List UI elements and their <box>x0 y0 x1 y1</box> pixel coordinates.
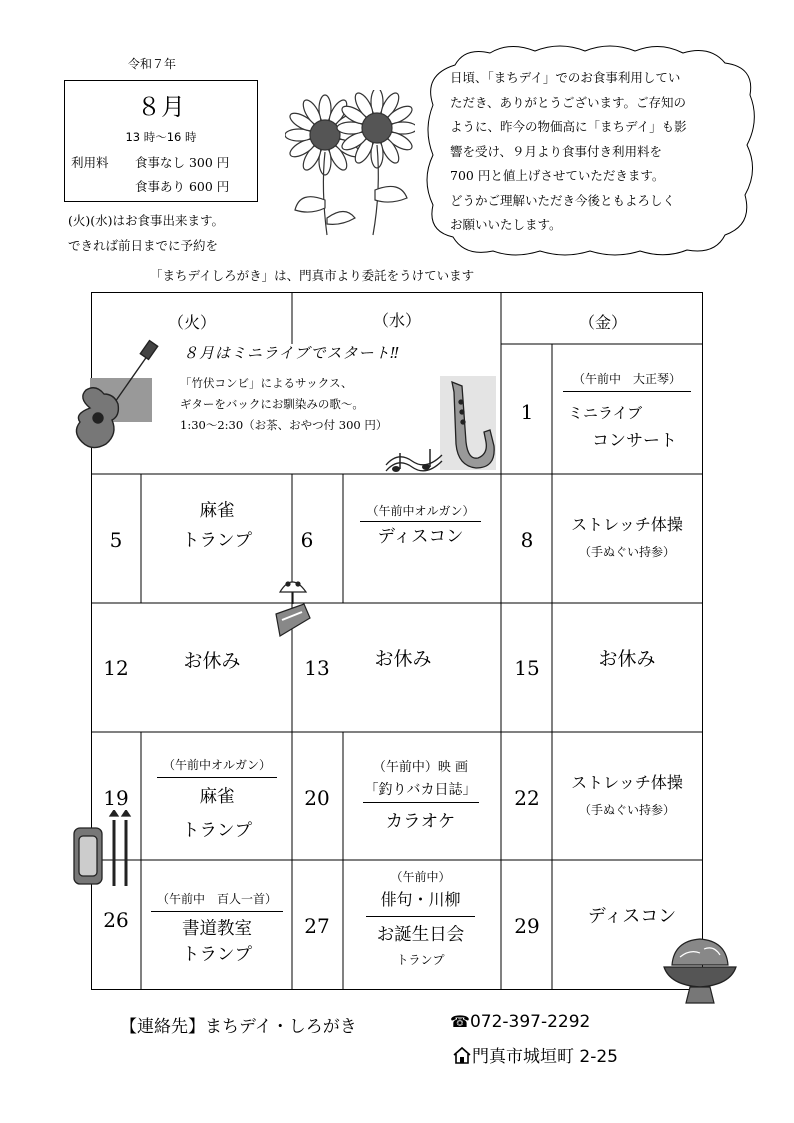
day-19-note: （午前中オルガン） <box>157 756 277 778</box>
month-title: ８月 <box>137 93 185 121</box>
contact-label: 【連絡先】まちデイ・しろがき <box>120 1017 357 1037</box>
day-1-activity-1: ミニライブ <box>568 404 643 422</box>
mini-live-line: 1:30～2:30（お茶、おやつ付 300 円） <box>180 418 388 432</box>
day-27-note: （午前中） <box>390 870 451 884</box>
message-line: 700 円と値上げさせていただきます。 <box>450 168 665 183</box>
message-line: ただき、ありがとうございます。ご存知の <box>450 94 687 110</box>
mini-live-description <box>180 373 387 436</box>
day-27-activity-3: トランプ <box>396 953 445 967</box>
day-26-activity-1: 書道教室 <box>182 919 252 939</box>
day-22-activity-2: （手ぬぐい持参） <box>578 803 675 817</box>
day-6-activities <box>343 502 498 552</box>
day-number: 27 <box>304 914 330 938</box>
day-19-activity-2: トランプ <box>182 821 252 841</box>
day-number: 29 <box>514 914 540 938</box>
phone-value: 072-397-2292 <box>469 1012 591 1032</box>
address <box>452 1042 618 1067</box>
day-6-activity-1: ディスコン <box>377 527 464 547</box>
day-26-note: （午前中 百人一首） <box>151 890 283 912</box>
meal-note-1: (火)(水)はお食事出来ます。 <box>68 213 225 228</box>
day-19-activity-1: 麻雀 <box>199 787 235 807</box>
commission-note: 「まちデイしろがき」は、門真市より委託をうけています <box>150 268 475 283</box>
day-number: 8 <box>520 528 534 552</box>
era-label: 令和７年 <box>128 57 177 71</box>
sunflower-icon <box>285 90 415 240</box>
day-1-activity-2: コンサート <box>592 431 677 451</box>
guitar-icon <box>68 338 160 456</box>
day-27-activity-2: お誕生日会 <box>376 925 465 945</box>
day-26-activity-2: トランプ <box>182 945 252 965</box>
calligraphy-icon <box>70 810 136 890</box>
fee-label: 利用料 <box>71 155 109 170</box>
house-icon <box>452 1046 472 1064</box>
message-line: お願いいたします。 <box>450 217 562 232</box>
day-5-activity-2: トランプ <box>182 531 252 551</box>
phone-icon: ☎ <box>450 1012 470 1031</box>
day-number: 20 <box>304 786 330 810</box>
header-tuesday: （火） <box>167 313 216 332</box>
hours-label: 13 時～16 時 <box>125 130 197 144</box>
day-22-activities <box>552 770 702 824</box>
day-20-activities <box>343 756 498 837</box>
music-note-icon <box>384 445 444 481</box>
day-number: 19 <box>103 786 129 810</box>
day-8-activity-1: ストレッチ体操 <box>571 515 683 534</box>
day-20-film: 「釣りバカ日誌」 <box>363 779 479 803</box>
meal-note-2: できれば前日までに予約を <box>68 238 219 253</box>
day-19-activities <box>142 756 292 846</box>
shaved-ice-icon <box>660 935 740 1007</box>
day-number: 26 <box>103 908 129 932</box>
info-box <box>64 80 258 202</box>
fee-meal: 食事あり 600 円 <box>135 179 230 194</box>
day-number: 15 <box>514 656 540 680</box>
day-number: 12 <box>103 656 129 680</box>
message-text <box>450 66 750 238</box>
day-1-note: （午前中 大正琴） <box>563 370 691 392</box>
day-8-activities <box>552 512 702 566</box>
header-wednesday: （水） <box>372 311 421 330</box>
mini-live-line: 「竹伏コンビ」によるサックス、 <box>180 376 353 390</box>
day-27-activity-1: 俳句・川柳 <box>366 887 474 917</box>
day-number: 6 <box>300 528 314 552</box>
day-5-activities <box>142 496 292 556</box>
day-6-note: （午前中オルガン） <box>360 502 480 522</box>
day-1-note-wrap <box>552 370 702 392</box>
day-20-activity-1: カラオケ <box>385 812 456 832</box>
phone-number <box>450 1012 590 1032</box>
message-line: 日頃、「まちデイ」でのお食事利用してい <box>450 70 681 85</box>
header-friday: （金） <box>578 313 627 332</box>
day-13-activity-1: お休み <box>374 648 432 670</box>
day-8-activity-2: （手ぬぐい持参） <box>578 545 675 559</box>
day-5-activity-1: 麻雀 <box>199 501 235 521</box>
wind-chime-icon <box>264 570 322 646</box>
day-22-activity-1: ストレッチ体操 <box>571 773 683 792</box>
day-26-activities <box>142 890 292 968</box>
day-27-activities <box>343 868 498 968</box>
day-20-note: （午前中）映 画 <box>372 760 469 775</box>
day-number: 22 <box>514 786 540 810</box>
message-line: ように、昨今の物価高に「まちデイ」も影 <box>450 119 687 134</box>
day-number: 13 <box>304 656 330 680</box>
fee-no-meal: 食事なし 300 円 <box>135 155 230 170</box>
day-15-activity-1: お休み <box>598 648 656 670</box>
mini-live-title: ８月はミニライブでスタート‼ <box>183 344 400 362</box>
day-12-activity-1: お休み <box>183 650 241 672</box>
message-line: 響を受け、９月より食事付き利用料を <box>450 143 663 159</box>
day-number: 5 <box>109 528 123 552</box>
day-29-activity-1: ディスコン <box>587 906 677 927</box>
day-number: 1 <box>520 400 534 424</box>
mini-live-line: ギターをバックにお馴染みの歌～。 <box>180 397 364 411</box>
address-value: 門真市城垣町 2-25 <box>472 1047 618 1067</box>
message-line: どうかご理解いただき今後ともよろしく <box>450 192 676 208</box>
